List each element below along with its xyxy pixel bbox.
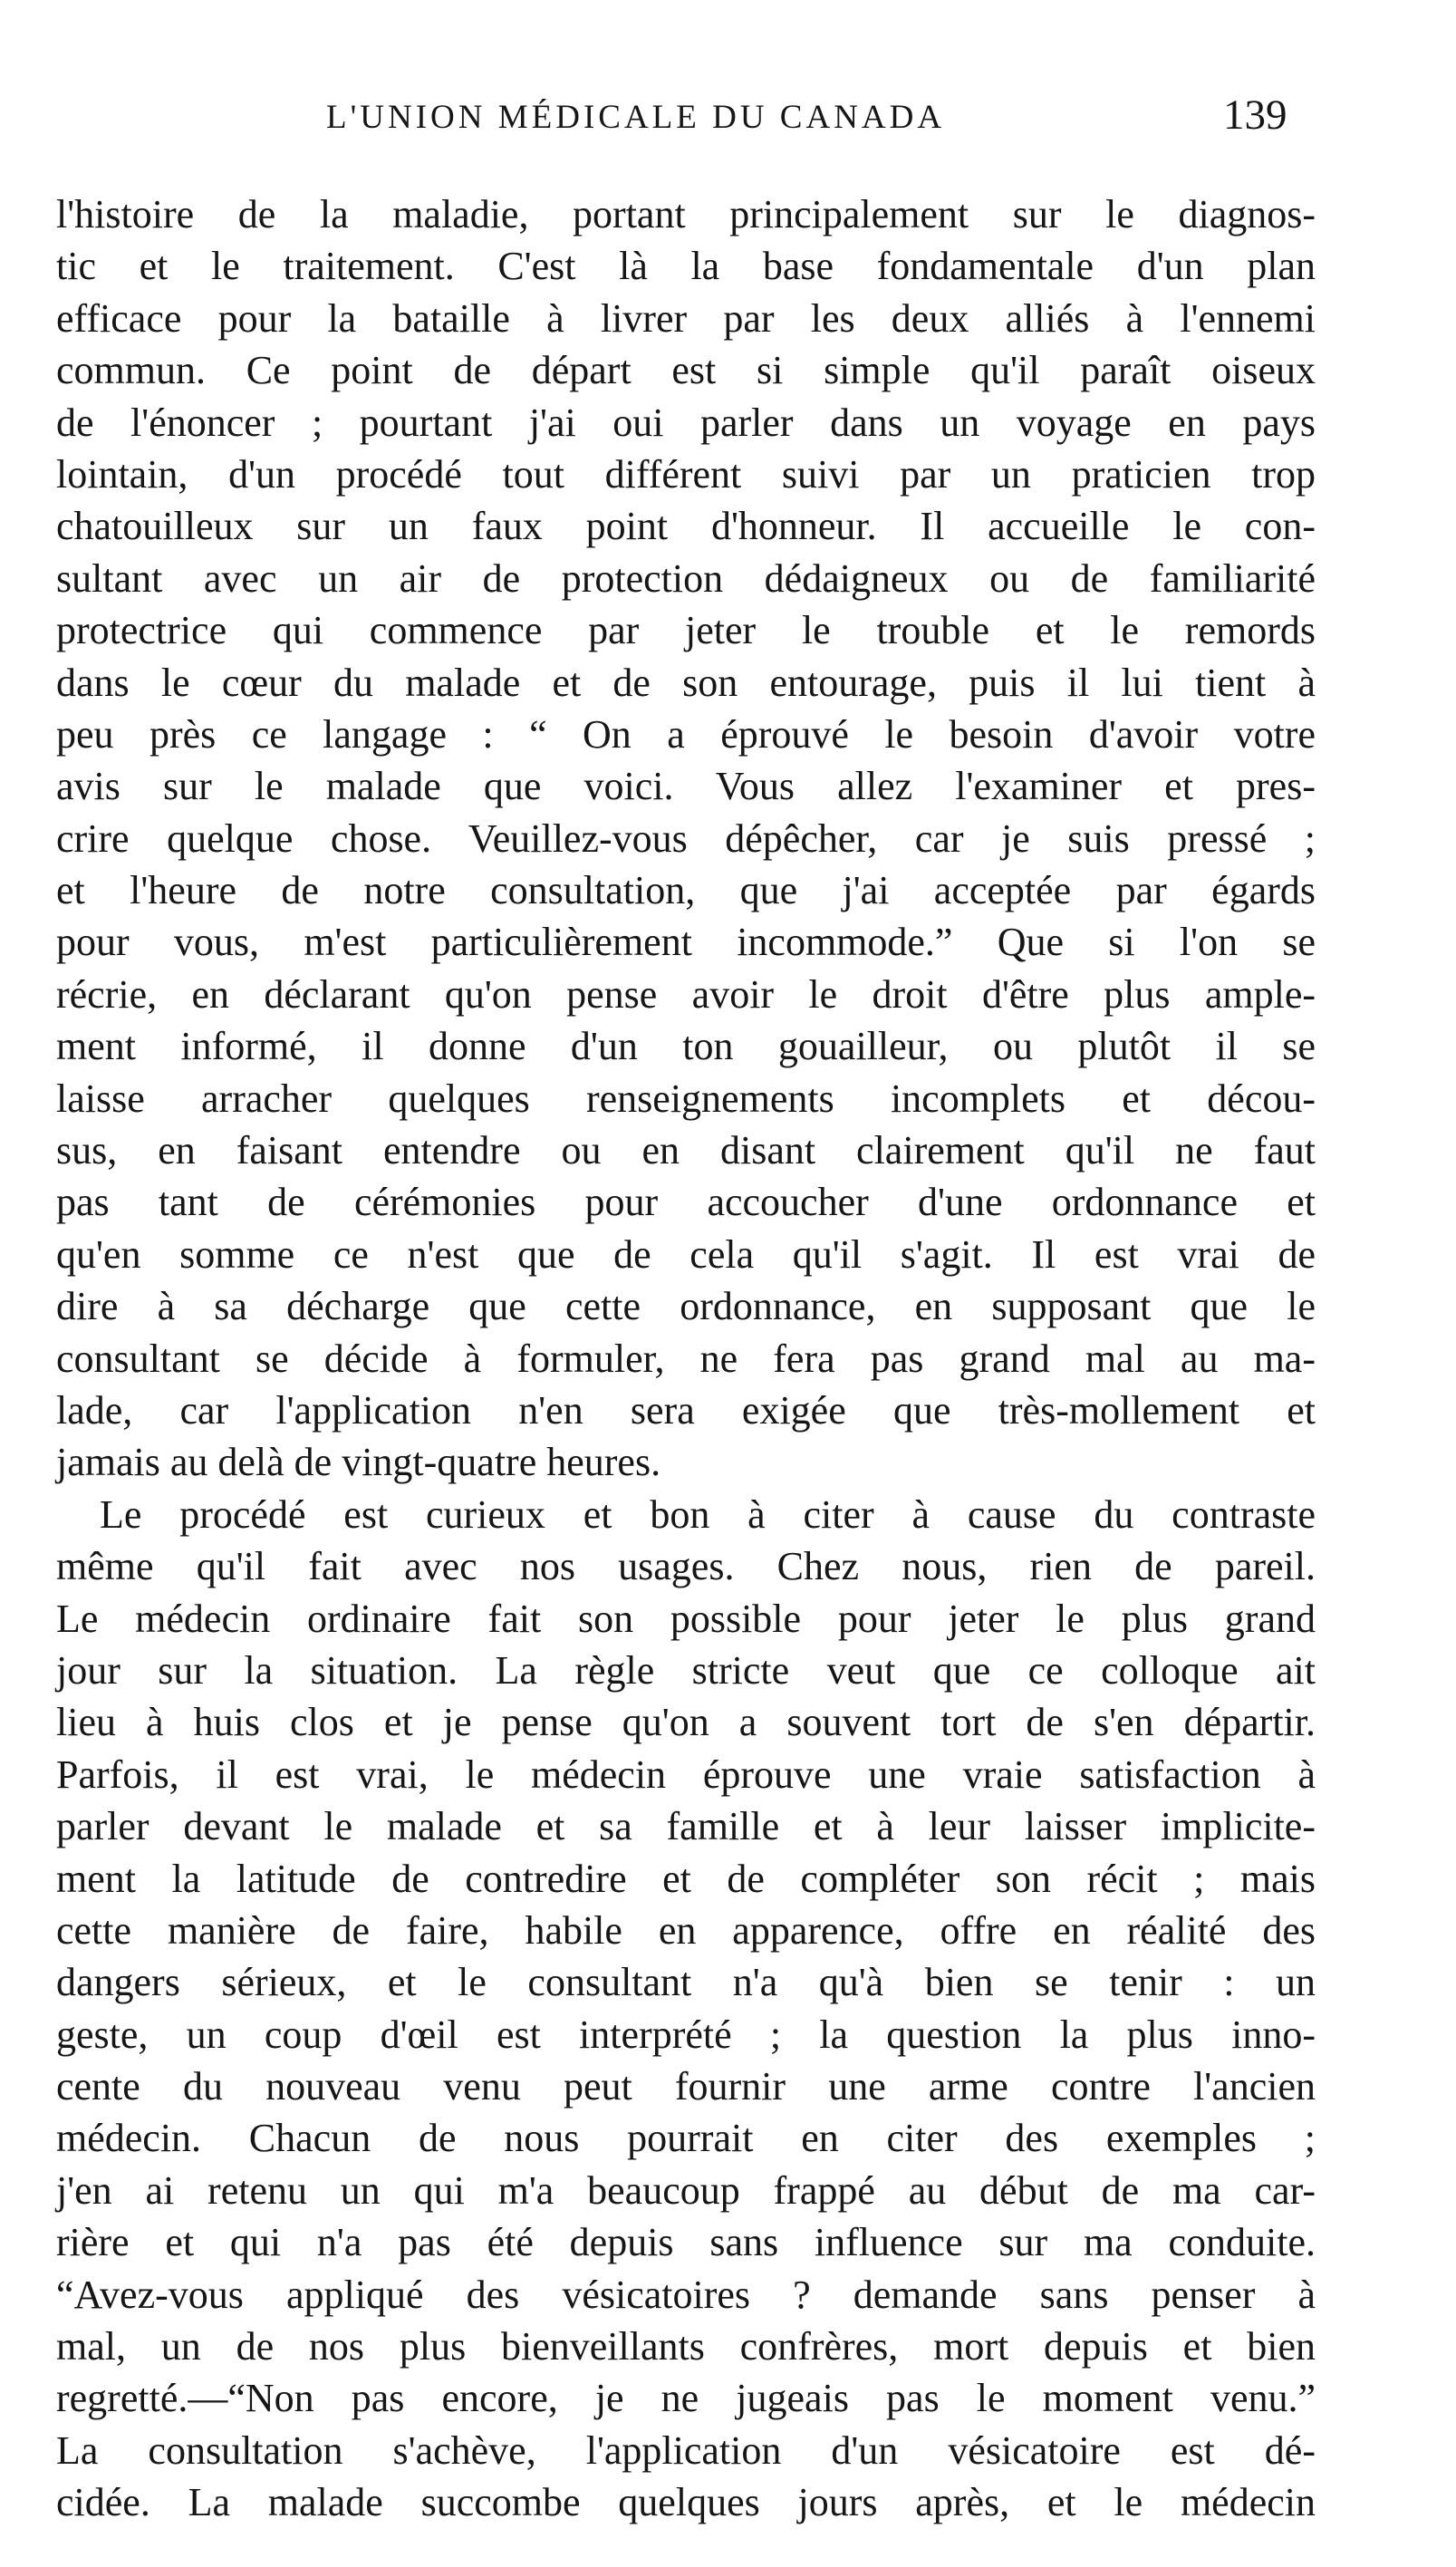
text-line: Le médecin ordinaire fait son possible pour jeter le plus grand (56, 1596, 1316, 1641)
text-line: sultant avec un air de protection dédaigneux ou de familiarité (56, 555, 1316, 601)
text-line: parler devant le malade et sa famille et à leur laisser implicite- (56, 1804, 1316, 1849)
text-line: médecin. Chacun de nous pourrait en citer des exemples ; (56, 2116, 1316, 2161)
text-line: commun. Ce point de départ est si simple qu'il paraît oiseux (56, 348, 1316, 393)
text-line: La consultation s'achève, l'application d'un vésicatoire est dé- (56, 2427, 1316, 2473)
paragraph (56, 1489, 1316, 2529)
text-line: j'en ai retenu un qui m'a beaucoup frappé au début de ma car- (56, 2167, 1316, 2213)
text-line: cente du nouveau venu peut fournir une arme contre l'ancien (56, 2064, 1316, 2109)
text-line: efficace pour la bataille à livrer par les deux alliés à l'ennemi (56, 295, 1316, 341)
text-line: chatouilleux sur un faux point d'honneur. Il accueille le con- (56, 504, 1316, 549)
text-line: Le procédé est curieux et bon à citer à cause du contraste (100, 1491, 1316, 1537)
text-line: pas tant de cérémonies pour accoucher d'une ordonnance et (56, 1180, 1316, 1225)
text-line: avis sur le malade que voici. Vous allez l'examiner et pres- (56, 764, 1316, 809)
text-line: lieu à huis clos et je pense qu'on a souvent tort de s'en départir. (56, 1700, 1316, 1745)
text-line: l'histoire de la maladie, portant principalement sur le diagnos- (56, 192, 1316, 236)
text-line: même qu'il fait avec nos usages. Chez nous, rien de pareil. (56, 1544, 1316, 1589)
text-line: geste, un coup d'œil est interprété ; la question la plus inno- (56, 2012, 1316, 2057)
text-line: protectrice qui commence par jeter le trouble et le remords (56, 608, 1316, 653)
page-number: 139 (1223, 92, 1287, 139)
running-head: L'UNION MÉDICALE DU CANADA (326, 99, 946, 136)
text-line: récrie, en déclarant qu'on pense avoir le droit d'être plus ample- (56, 971, 1316, 1017)
text-line: cette manière de faire, habile en apparence, offre en réalité des (56, 1907, 1316, 1953)
text-line: ment informé, il donne d'un ton gouailleur, ou plutôt il se (56, 1024, 1316, 1069)
text-line: mal, un de nos plus bienveillants confrères, mort depuis et bien (56, 2324, 1316, 2369)
text-line: ment la latitude de contredire et de compléter son récit ; mais (56, 1856, 1316, 1901)
text-line: pour vous, m'est particulièrement incommode.” Que si l'on se (56, 920, 1316, 965)
text-line: crire quelque chose. Veuillez-vous dépêcher, car je suis pressé ; (56, 815, 1316, 861)
text-line: lointain, d'un procédé tout différent suivi par un praticien trop (56, 451, 1316, 497)
text-line: rière et qui n'a pas été depuis sans influence sur ma conduite. (56, 2220, 1316, 2265)
text-line: consultant se décide à formuler, ne fera pas grand mal au ma- (56, 1336, 1316, 1381)
text-line: jamais au delà de vingt-quatre heures. (56, 1440, 661, 1485)
body-text (56, 188, 1316, 2529)
text-line: de l'énoncer ; pourtant j'ai oui parler dans un voyage en pays (56, 400, 1316, 445)
text-line: et l'heure de notre consultation, que j'ai acceptée par égards (56, 868, 1316, 913)
text-line: laisse arracher quelques renseignements incomplets et décou- (56, 1076, 1316, 1121)
text-line: cidée. La malade succombe quelques jours après, et le médecin (56, 2480, 1316, 2525)
text-line: sus, en faisant entendre ou en disant clairement qu'il ne faut (56, 1128, 1316, 1173)
text-line: lade, car l'application n'en sera exigée que très-mollement et (56, 1387, 1316, 1433)
text-line: qu'en somme ce n'est que de cela qu'il s'agit. Il est vrai de (56, 1231, 1316, 1277)
text-line: dangers sérieux, et le consultant n'a qu'à bien se tenir : un (56, 1960, 1316, 2005)
text-line: Parfois, il est vrai, le médecin éprouve une vraie satisfaction à (56, 1752, 1316, 1797)
text-line: jour sur la situation. La règle stricte veut que ce colloque ait (56, 1647, 1316, 1693)
text-line: regretté.—“Non pas encore, je ne jugeais pas le moment venu.” (56, 2376, 1316, 2421)
text-line: tic et le traitement. C'est là la base fondamentale d'un plan (56, 244, 1316, 289)
paragraph (56, 188, 1316, 1489)
text-line: “Avez-vous appliqué des vésicatoires ? demande sans penser à (56, 2272, 1316, 2317)
text-line: dire à sa décharge que cette ordonnance, en supposant que le (56, 1284, 1316, 1329)
text-line: peu près ce langage : “ On a éprouvé le besoin d'avoir votre (56, 711, 1316, 757)
text-line: dans le cœur du malade et de son entourage, puis il lui tient à (56, 660, 1316, 705)
